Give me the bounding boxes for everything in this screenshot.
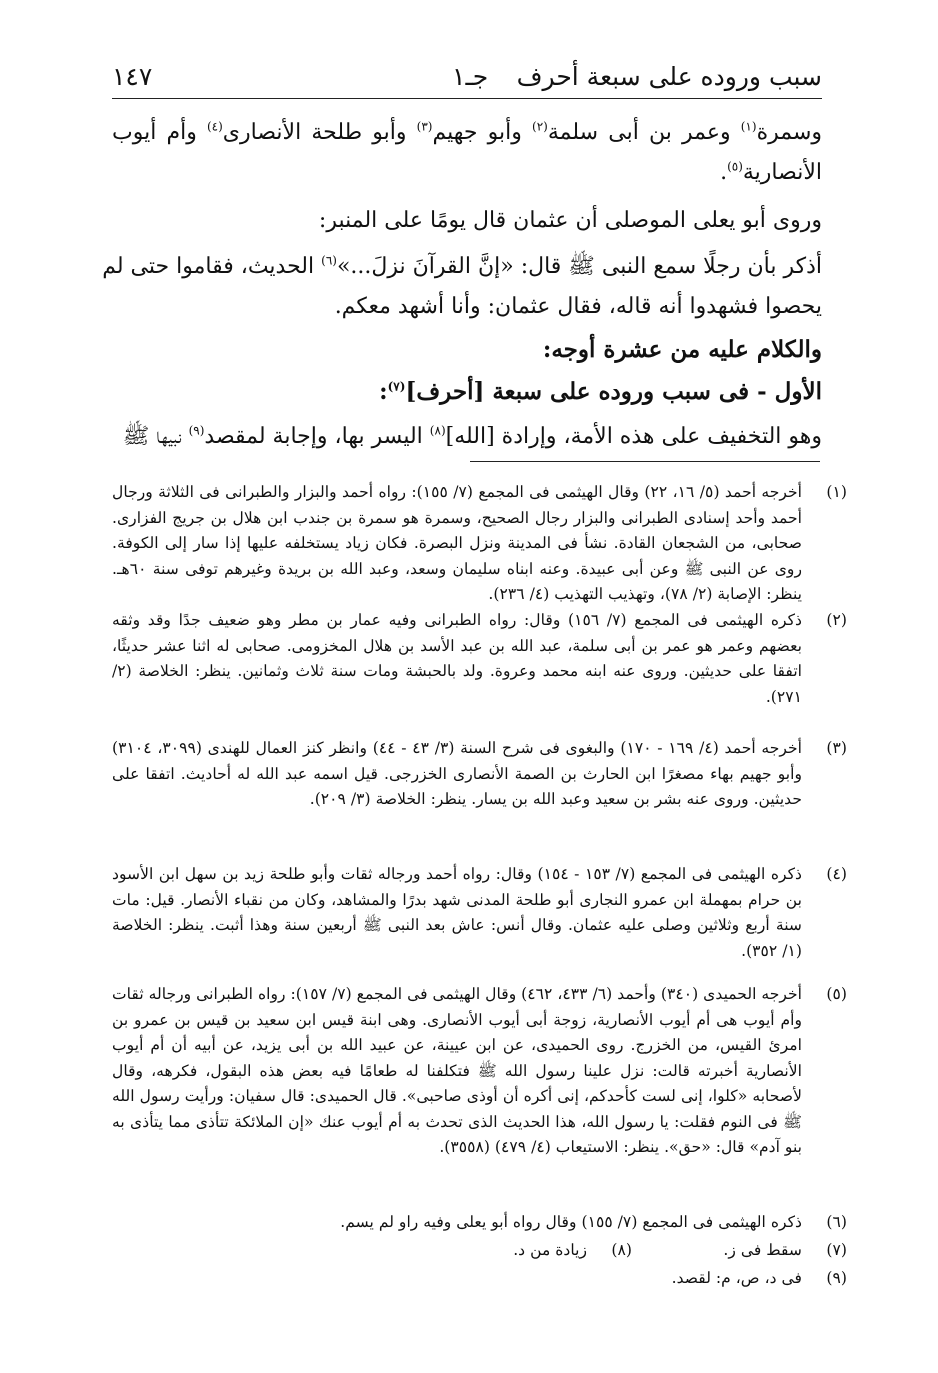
- footnote-marker: (٥): [727, 159, 743, 174]
- footnote-text: سقط فى ز.: [723, 1241, 802, 1259]
- footnote-8: [112, 1238, 632, 1264]
- section-heading: والكلام عليه من عشرة أوجه:: [542, 336, 822, 363]
- body-line-1: وسمرة$^{(١)}$ وعمر بن أبى سلمة$^{(٢)}$ وأبو جهيم$^{(٣)}$ وأبو طلحة الأنصارى$^{(٤)}$ وأم أيوب: [112, 119, 823, 145]
- body-line-4: أذكر بأن رجلًا سمع النبى ﷺ قال: «إنَّ القرآنَ نزلَ...»$^{(٦)}$ الحديث، فقاموا حتى لم: [102, 253, 822, 279]
- footnote-2: [112, 608, 847, 710]
- footnote-marker: (١): [740, 119, 757, 134]
- footnote-number: (١): [826, 483, 847, 501]
- footnote-marker: (٦): [321, 253, 337, 268]
- footnote-marker: (٤): [206, 119, 223, 134]
- footnote-number: (٦): [826, 1213, 847, 1231]
- footnote-text: أخرجه الحميدى (٣٤٠) وأحمد (٦/ ٤٣٣، ٤٦٢) وقال الهيثمى فى المجمع (٧/ ١٥٧): رواه الطبرانى ورجاله ثقات وأم أيوب هى أم أيوب الأنصارية، زوجة أبى أيوب الأنصارى. وهى ابنة قيس ابن سعيد بن قيس بن عمرو بن امرئ القيس، من الخزرج. روى الحميدى، عن ابن عيينة، عن عبيد الله بن أبى يزيد، عن أبيه أن أم أيوب الأنصارية أخبرته قالت: نزل علينا رسول الله ﷺ فتكلفنا له طعامًا فيه بعض هذه البقول، فكرهه، وقال لأصحابه «كلوا، إنى لست كأحدكم، إنى أكره أن أوذى صاحبى». قال الحميدى: قال سفيان: ورأيت رسول الله ﷺ فى النوم فقلت: يا رسول الله، هذا الحديث الذى تحدث به أم أيوب عنك «إن الملائكة تتأذى مما يتأذى به بنو آدم» قال: «حق». ينظر: الاستيعاب (٤/ ٤٧٩) (٣٥٥٨).: [112, 985, 802, 1156]
- footnote-marker: (٨): [429, 423, 446, 438]
- subsection-heading: الأول - فى سبب وروده على سبعة [أحرف]$^{(٧)}$:: [379, 378, 822, 405]
- footnote-6: [112, 1210, 847, 1236]
- body-line-3: وروى أبو يعلى الموصلى أن عثمان قال يومًا على المنبر:: [318, 208, 822, 233]
- running-header: [112, 58, 822, 99]
- body-line-5: يحصوا فشهدوا أنه قاله، فقال عثمان: وأنا أشهد معكم.: [334, 294, 822, 319]
- body-line-6: وهو التخفيف على هذه الأمة، وإرادة [الله]$^{(٨)}$ اليسر بها، وإجابة لمقصد$^{(٩)}$ نبيها ﷺ: [122, 423, 822, 449]
- footnote-number: (٢): [826, 611, 847, 629]
- footnote-text: ذكره الهيثمى فى المجمع (٧/ ١٥٥) وقال رواه أبو يعلى وفيه راو لم يسم.: [340, 1213, 802, 1231]
- footnote-text: أخرجه أحمد (٥/ ١٦، ٢٢) وقال الهيثمى فى المجمع (٧/ ١٥٥): رواه أحمد والبزار والطبرانى فى الثلاثة ورجال أحمد وأحد إسنادى الطبرانى والبزار رجال الصحيح، وسمرة هو سمرة بن جندب ابن هلال بن جريج الفزارى. صحابى، من الشجعان القادة. نشأ فى المدينة ونزل البصرة. فكان زياد يستخلفه عليها إذا سار إلى الكوفة. روى عن النبى ﷺ وعن أبى عبيدة. وعنه ابناه سليمان وسعد، وعبد الله بن بريدة وغيرهم توفى سنة ٦٠هـ. ينظر: الإصابة (٢/ ٧٨)، وتهذيب التهذيب (٤/ ٢٣٦).: [112, 483, 802, 603]
- footnote-text: أخرجه أحمد (٤/ ١٦٩ - ١٧٠) والبغوى فى شرح السنة (٣/ ٤٣ - ٤٤) وانظر كنز العمال للهندى (٣٠٩٩، ٣١٠٤) وأبو جهيم بهاء مصغرًا ابن الحارث بن الصمة الأنصارى الخزرجى. قيل اسمه عبد الله له أحاديث. اتفقا على حديثين. وروى عنه بشر بن سعيد وعبد الله بن يسار. ينظر: الخلاصة (٣/ ٢٠٩).: [112, 739, 803, 808]
- footnote-9: [112, 1266, 847, 1292]
- footnote-3: [112, 736, 847, 813]
- footnote-4: [112, 862, 847, 964]
- footnote-number: (٥): [826, 985, 847, 1003]
- footnote-marker: (٧): [387, 379, 406, 394]
- footnote-marker: (٩): [188, 423, 205, 438]
- page-number: ١٤٧: [112, 62, 153, 91]
- footnote-text: ذكره الهيثمى فى المجمع (٧/ ١٥٦) وقال: رواه الطبرانى وفيه عمار بن مطر وهو ضعيف جدًا وقد وثقه بعضهم وعمر هو عمر بن أبى سلمة، عبد الله بن عبد الأسد بن هلال المخزومى. صحابى له اثنا عشر حديثًا، اتفقا على حديثين. وروى عنه ابنه محمد وعروة. ولد بالحبشة ومات سنة ثلاث وثمانين. ينظر: الخلاصة (٢/ ٢٧١).: [112, 611, 802, 706]
- header-title: سبب وروده على سبعة أحرف: [516, 62, 822, 91]
- footnote-marker: (٢): [532, 119, 548, 134]
- footnote-text: فى د، ص، م: لقصد.: [671, 1269, 802, 1287]
- header-volume: جـ١: [452, 62, 489, 91]
- footnote-number: (٧): [826, 1241, 847, 1259]
- footnote-number: (٤): [826, 865, 847, 883]
- footnote-separator: [470, 461, 820, 462]
- footnote-text: زيادة من د.: [513, 1241, 587, 1259]
- footnote-number: (٨): [611, 1241, 632, 1259]
- footnote-1: [112, 480, 847, 608]
- footnote-number: (٩): [826, 1269, 847, 1287]
- body-line-2: الأنصارية$^{(٥)}$.: [720, 159, 822, 185]
- footnote-number: (٣): [826, 739, 847, 757]
- footnote-5: [112, 982, 847, 1161]
- footnote-text: ذكره الهيثمى فى المجمع (٧/ ١٥٣ - ١٥٤) وقال: رواه أحمد ورجاله ثقات وأبو طلحة زيد بن سهل ابن الأسود بن حرام بمهملة ابن عمرو النجارى أبو طلحة المدنى شهد بدرًا والمشاهد، وكان من نقباء الأنصار. قيل: مات سنة أربع وثلاثين وصلى عليه عثمان. وقال أنس: عاش بعد النبى ﷺ أربعين سنة وهذا أثبت. ينظر: الخلاصة (١/ ٣٥٢).: [112, 865, 802, 960]
- footnote-marker: (٣): [416, 119, 433, 134]
